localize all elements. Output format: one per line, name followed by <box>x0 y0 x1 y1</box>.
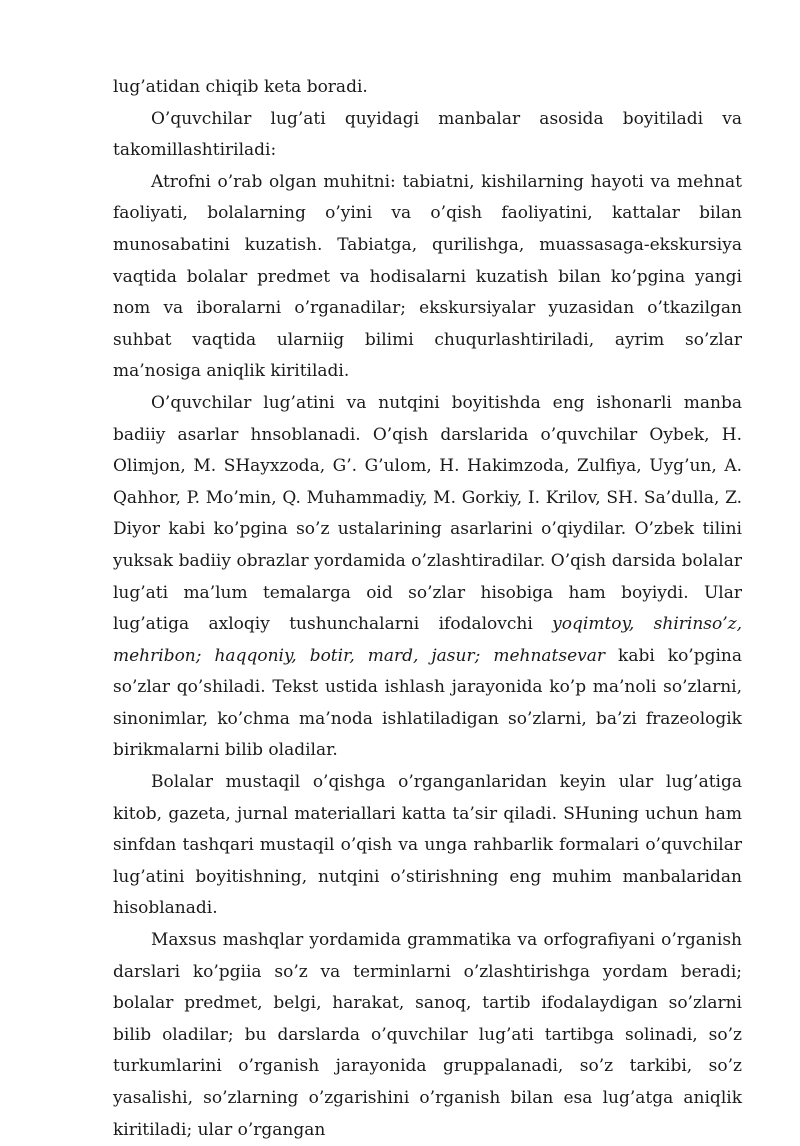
paragraph-literature <box>113 388 742 767</box>
paragraph-independent-reading: Bolalar mustaqil o’qishga o’rganganlaridan keyin ular lug’atiga kitob, gazeta, jurnal materiallari katta ta’sir qiladi. SHuning uchun ham sinfdan tashqari mustaqil o’qish va unga rahbarlik formalari o’quvchilar lug’atini boyitishning, nutqini o’stirishning eng muhim manbalaridan hisoblanadi. <box>113 772 742 919</box>
paragraph-sources-intro: O’quvchilar lug’ati quyidagi manbalar asosida boyitiladi va takomillashtiriladi: <box>113 108 742 161</box>
paragraph-environment: Atrofni o’rab olgan muhitni: tabiatni, kishilarning hayoti va mehnat faoliyati, bolalarning o’yini va o’qish faoliyatini, kattalar bilan munosabatini kuzatish. Tabiatga, qurilishga, muassasaga-ekskursiya vaqtida bolalar predmet va hodisalarni kuzatish bilan ko’pgina yangi nom va iboralarni o’rganadilar; ekskursiyalar yuzasidan o’tkazilgan suhbat vaqtida ularniig bilimi chuqurlashtiriladi, ayrim so’zlar ma’nosiga aniqlik kiritiladi. <box>113 171 742 382</box>
paragraph-exercises: Maxsus mashqlar yordamida grammatika va orfografiyani o’rganish darslari ko’pgiia so’z va terminlarni o’zlashtirishga yordam beradi; bolalar predmet, belgi, harakat, sanoq, tartib ifodalaydigan so’zlarni bilib oladilar; bu darslarda o’quvchilar lug’ati tartibga solinadi, so’z turkumlarini o’rganish jarayonida gruppalanadi, so’z tarkibi, so’z yasalishi, so’zlarning o’zgarishini o’rganish bilan esa lug’atga aniqlik kiritiladi; ular o’rgangan <box>113 930 742 1140</box>
document-page <box>113 72 742 1146</box>
literature-text-end: kabi ko’pgina so’zlar qo’shiladi. Tekst ustida ishlash jarayonida ko’p ma’noli so’zlarni, sinonimlar, ko’chma ma’noda ishlatiladigan so’zlarni, ba’zi frazeologik birikmalarni bilib oladilar. <box>113 645 742 761</box>
literature-italic-words: yoqimtoy, shirinso’z, mehribon; haqqoniy, botir, mard, jasur; mehnatsevar <box>113 614 742 666</box>
paragraph-continuation: lug’atidan chiqib keta boradi. <box>113 77 368 97</box>
literature-text-start: O’quvchilar lug’atini va nutqini boyitishda eng ishonarli manba badiiy asarlar hnsoblanadi. O’qish darslarida o’quvchilar Oybek, H. Olimjon, M. SHayxzoda, G’. G’ulom, H. Hakimzoda, Zulfiya, Uyg’un, A. Qahhor, P. Mo’min, Q. Muhammadiy, M. Gorkiy, I. Krilov, SH. Sa’dulla, Z. Diyor kabi ko’pgina so’z ustalarining asarlarini o’qiydilar. O’zbek tilini yuksak badiiy obrazlar yordamida o’zlashtiradilar. O’qish darsida bolalar lug’ati ma’lum temalarga oid so’zlar hisobiga ham boyiydi. Ular lug’atiga axloqiy tushunchalarni ifodalovchi <box>113 392 742 635</box>
